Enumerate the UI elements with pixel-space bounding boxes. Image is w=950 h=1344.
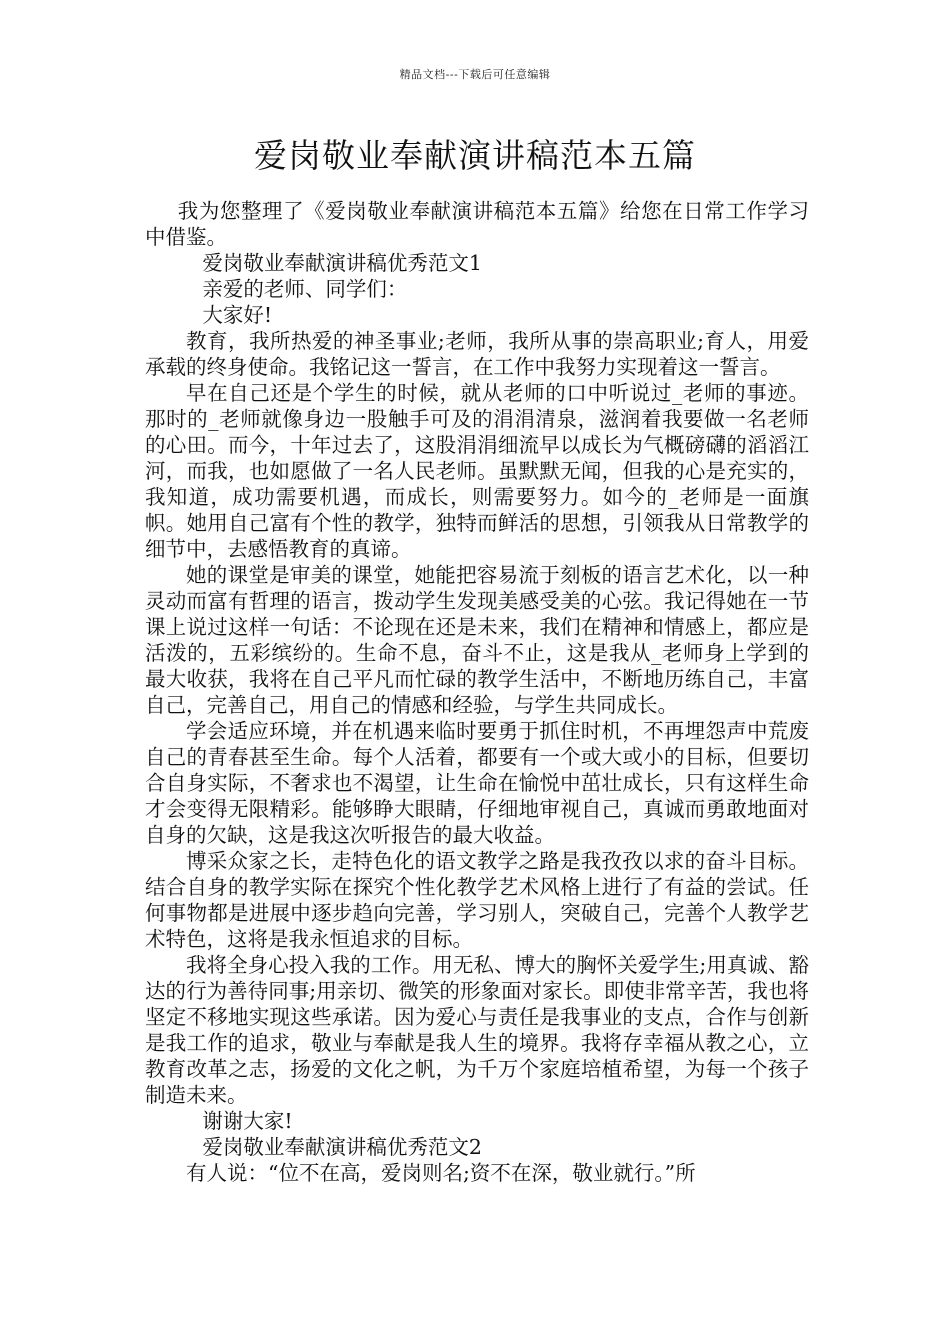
body-paragraph: 教育，我所热爱的神圣事业;老师，我所从事的崇高职业;育人，用爱承载的终身使命。我铭记这一誓言，在工作中我努力实现着这一誓言。 [145, 329, 809, 379]
salutation: 亲爱的老师、同学们： [202, 277, 408, 301]
body-paragraph: 早在自己还是个学生的时候，就从老师的口中听说过_老师的事迹。那时的_老师就像身边一股触手可及的涓涓清泉，滋润着我要做一名老师的心田。而今，十年过去了，这股涓涓细流早以成长为气概磅礴的滔滔江河，而我，也如愿做了一名人民老师。虽默默无闻，但我的心是充实的，我知道，成功需要机遇，而成长，则需要努力。如今的_老师是一面旗帜。她用自己富有个性的教学，独特而鲜活的思想，引领我从日常教学的细节中，去感悟教育的真谛。 [145, 381, 809, 561]
closing-line: 谢谢大家! [202, 1109, 293, 1133]
body-paragraph: 博采众家之长，走特色化的语文教学之路是我孜孜以求的奋斗目标。结合自身的教学实际在探究个性化教学艺术风格上进行了有益的尝试。任何事物都是进展中逐步趋向完善，学习别人，突破自己，完善个人教学艺术特色，这将是我永恒追求的目标。 [145, 849, 809, 951]
body-paragraph: 我将全身心投入我的工作。用无私、博大的胸怀关爱学生;用真诚、豁达的行为善待同事;用亲切、微笑的形象面对家长。即使非常辛苦，我也将坚定不移地实现这些承诺。因为爱心与责任是我事业的支点，合作与创新是我工作的追求，敬业与奉献是我人生的境界。我将存幸福从教之心，立教育改革之志，扬爱的文化之帆，为千万个家庭培植希望，为每一个孩子制造未来。 [145, 953, 809, 1107]
body-paragraph: 她的课堂是审美的课堂，她能把容易流于刻板的语言艺术化，以一种灵动而富有哲理的语言，拨动学生发现美感受美的心弦。我记得她在一节课上说过这样一句话：不论现在还是未来，我们在精神和情感上，都应是活泼的，五彩缤纷的。生命不息，奋斗不止，这是我从_老师身上学到的最大收获，我将在自己平凡而忙碌的教学生活中，不断地历练自己，丰富自己，完善自己，用自己的情感和经验，与学生共同成长。 [145, 563, 809, 717]
body-paragraph: 学会适应环境，并在机遇来临时要勇于抓住时机，不再埋怨声中荒废自己的青春甚至生命。每个人活着，都要有一个或大或小的目标，但要切合自身实际，不奢求也不渴望，让生命在愉悦中茁壮成长，只有这样生命才会变得无限精彩。能够睁大眼睛，仔细地审视自己，真诚而勇敢地面对自身的欠缺，这是我这次听报告的最大收益。 [145, 719, 809, 847]
header-note: 精品文档---下载后可任意编辑 [399, 68, 551, 81]
body-paragraph: 有人说：“位不在高，爱岗则名;资不在深，敬业就行。”所 [186, 1161, 696, 1185]
section-heading-2: 爱岗敬业奉献演讲稿优秀范文2 [202, 1135, 482, 1159]
document-body [145, 198, 809, 1186]
greeting: 大家好! [202, 303, 273, 327]
intro-paragraph: 我为您整理了《爱岗敬业奉献演讲稿范本五篇》给您在日常工作学习中借鉴。 [145, 199, 809, 249]
document-title: 爱岗敬业奉献演讲稿范本五篇 [254, 136, 696, 175]
section-heading-1: 爱岗敬业奉献演讲稿优秀范文1 [202, 251, 482, 275]
